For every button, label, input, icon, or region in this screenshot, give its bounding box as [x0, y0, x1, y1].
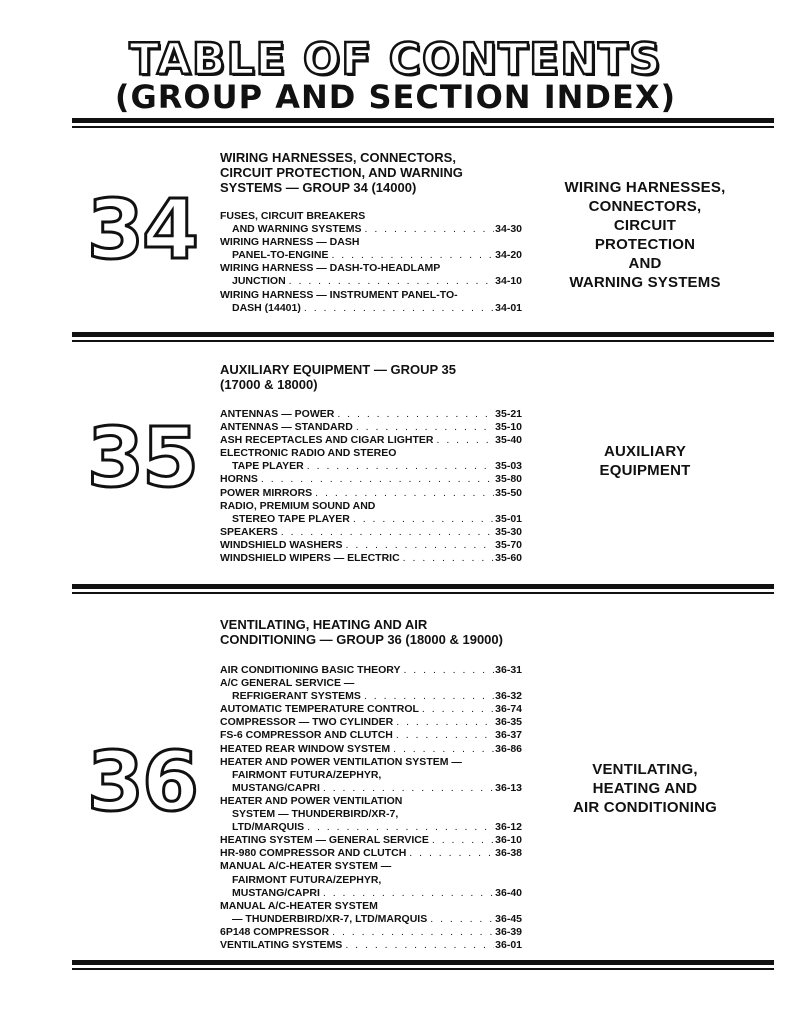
toc-entry[interactable]: [220, 926, 522, 939]
entry-title: POWER MIRRORS: [220, 486, 313, 499]
entry-page: 36-45: [495, 912, 522, 925]
entry-page: 36-74: [495, 703, 522, 716]
dot-leader: [261, 473, 494, 486]
entry-page: 36-40: [495, 886, 522, 899]
entry-title: SYSTEM — THUNDERBIRD/XR-7,: [232, 808, 399, 821]
entry-title: FAIRMONT FUTURA/ZEPHYR,: [232, 768, 382, 781]
dot-leader: [396, 729, 494, 742]
heading-line: VENTILATING, HEATING AND AIR: [220, 617, 428, 632]
dot-leader: [281, 526, 494, 539]
toc-entry[interactable]: [220, 487, 522, 500]
dot-leader: [304, 302, 494, 315]
entry-title: PANEL-TO-ENGINE: [232, 249, 329, 262]
dot-leader: [430, 913, 494, 926]
side-line: PROTECTION: [594, 236, 696, 253]
entry-title: RADIO, PREMIUM SOUND AND: [220, 499, 376, 512]
entry-page: 35-80: [495, 473, 522, 486]
toc-entry[interactable]: [220, 716, 522, 729]
dot-leader: [332, 926, 494, 939]
entry-title: MUSTANG/CAPRI: [232, 781, 320, 794]
page-subtitle: (GROUP AND SECTION INDEX): [114, 78, 677, 116]
dot-leader: [307, 821, 494, 834]
dot-leader: [346, 539, 495, 552]
entry-page: 36-13: [495, 781, 522, 794]
heading-line: WIRING HARNESSES, CONNECTORS,: [220, 150, 456, 165]
dot-leader: [331, 249, 494, 262]
entry-title: LTD/MARQUIS: [232, 821, 305, 834]
entry-title: JUNCTION: [232, 275, 286, 288]
side-line: AIR CONDITIONING: [572, 799, 718, 816]
toc-entry[interactable]: [220, 664, 522, 677]
dot-leader: [393, 743, 494, 756]
toc-entry[interactable]: [220, 860, 522, 899]
entry-title: HEATING SYSTEM — GENERAL SERVICE: [220, 834, 429, 847]
dot-leader: [403, 664, 494, 677]
group-35-heading: [220, 362, 520, 392]
entry-title: WIRING HARNESS — INSTRUMENT PANEL-TO-: [220, 288, 458, 301]
toc-entry[interactable]: [220, 847, 522, 860]
entry-page: 36-31: [495, 664, 522, 676]
toc-entry[interactable]: [220, 473, 522, 486]
entry-title: WINDSHIELD WASHERS: [220, 538, 343, 551]
toc-entry[interactable]: [220, 795, 522, 834]
dot-leader: [323, 782, 494, 795]
entry-title: MANUAL A/C-HEATER SYSTEM —: [220, 860, 392, 873]
dot-leader: [396, 716, 494, 729]
entry-title: — THUNDERBIRD/XR-7, LTD/MARQUIS: [232, 912, 428, 925]
toc-entry[interactable]: [220, 421, 522, 434]
group-36-heading: [220, 617, 520, 647]
entry-title: SPEAKERS: [220, 525, 278, 538]
entry-title: FS-6 COMPRESSOR AND CLUTCH: [220, 729, 393, 742]
toc-entry[interactable]: [220, 703, 522, 716]
entry-title: HEATER AND POWER VENTILATION SYSTEM —: [220, 755, 462, 768]
dot-leader: [409, 847, 494, 860]
toc-entry[interactable]: [220, 756, 522, 795]
entry-page: 35-10: [495, 421, 522, 434]
toc-entry[interactable]: [220, 289, 522, 315]
entry-title: WINDSHIELD WIPERS — ELECTRIC: [220, 552, 400, 565]
group-number-35: 35: [86, 411, 198, 506]
entry-title: FUSES, CIRCUIT BREAKERS: [220, 210, 366, 222]
dot-leader: [437, 434, 495, 447]
dot-leader: [345, 939, 494, 952]
entry-page: 36-37: [495, 729, 522, 742]
entry-title: 6P148 COMPRESSOR: [220, 925, 330, 938]
group-35-side-label: [545, 442, 745, 480]
group-35-entries: [220, 408, 522, 565]
entry-title: DASH (14401): [232, 301, 301, 314]
entry-title: AND WARNING SYSTEMS: [232, 223, 362, 236]
dot-leader: [432, 834, 494, 847]
side-line: CONNECTORS,: [588, 198, 702, 215]
entry-page: 35-01: [495, 512, 522, 525]
side-line: VENTILATING,: [592, 761, 698, 778]
entry-title: STEREO TAPE PLAYER: [232, 512, 350, 525]
entry-page: 34-20: [495, 249, 522, 262]
toc-entry[interactable]: [220, 500, 522, 526]
side-line: EQUIPMENT: [599, 462, 691, 479]
entry-title: AUTOMATIC TEMPERATURE CONTROL: [220, 703, 419, 716]
group-36-entries: [220, 664, 522, 952]
side-line: HEATING AND: [592, 780, 698, 797]
side-line: WARNING SYSTEMS: [569, 274, 721, 291]
dot-leader: [422, 703, 494, 716]
entry-page: 36-38: [495, 847, 522, 860]
entry-title: ELECTRONIC RADIO AND STEREO: [220, 447, 397, 460]
heading-line: (17000 & 18000): [220, 377, 318, 392]
entry-page: 36-35: [495, 716, 522, 729]
toc-entry[interactable]: [220, 526, 522, 539]
entry-title: TAPE PLAYER: [232, 460, 304, 473]
entry-title: MANUAL A/C-HEATER SYSTEM: [220, 899, 378, 912]
toc-entry[interactable]: [220, 677, 522, 703]
heading-line: AUXILIARY EQUIPMENT — GROUP 35: [220, 362, 456, 377]
group-34-heading: [220, 150, 520, 195]
entry-page: 35-50: [495, 486, 522, 499]
toc-entry[interactable]: [220, 210, 522, 236]
toc-entry[interactable]: [220, 743, 522, 756]
entry-page: 35-60: [495, 552, 522, 565]
dot-leader: [356, 421, 494, 434]
entry-title: A/C GENERAL SERVICE —: [220, 677, 355, 690]
toc-entry[interactable]: [220, 447, 522, 473]
entry-page: 36-39: [495, 925, 522, 938]
entry-page: 36-01: [495, 938, 522, 951]
group-34-side-label: [545, 178, 745, 292]
toc-entry[interactable]: [220, 236, 522, 262]
toc-entry[interactable]: [220, 408, 522, 421]
entry-title: VENTILATING SYSTEMS: [220, 938, 343, 951]
entry-page: 36-10: [495, 834, 522, 847]
entry-page: 36-32: [495, 690, 522, 703]
entry-title: WIRING HARNESS — DASH-TO-HEADLAMP: [220, 262, 441, 275]
divider-34-35: [72, 332, 774, 342]
side-line: CIRCUIT: [613, 217, 677, 234]
entry-title: WIRING HARNESS — DASH: [220, 236, 360, 249]
entry-page: 34-10: [495, 275, 522, 288]
dot-leader: [365, 223, 495, 236]
entry-page: 35-03: [495, 460, 522, 473]
group-number-34: 34: [86, 183, 198, 278]
entry-title: COMPRESSOR — TWO CYLINDER: [220, 716, 394, 729]
entry-title: ANTENNAS — STANDARD: [220, 421, 353, 434]
entry-title: MUSTANG/CAPRI: [232, 886, 320, 899]
side-line: AND: [628, 255, 662, 272]
entry-title: HEATER AND POWER VENTILATION: [220, 794, 403, 807]
dot-leader: [353, 513, 494, 526]
entry-title: HR-980 COMPRESSOR AND CLUTCH: [220, 847, 407, 860]
entry-page: 36-12: [495, 821, 522, 834]
dot-leader: [337, 408, 494, 421]
heading-line: CONDITIONING — GROUP 36 (18000 & 19000): [220, 632, 503, 647]
group-number-36: 36: [86, 735, 198, 830]
entry-title: AIR CONDITIONING BASIC THEORY: [220, 664, 401, 676]
group-34-entries: [220, 210, 522, 315]
entry-page: 34-01: [495, 301, 522, 314]
toc-entry[interactable]: [220, 729, 522, 742]
group-36-side-label: [545, 760, 745, 817]
dot-leader: [403, 552, 494, 565]
entry-title: ANTENNAS — POWER: [220, 408, 335, 420]
side-line: AUXILIARY: [603, 443, 687, 460]
dot-leader: [307, 460, 494, 473]
side-line: WIRING HARNESSES,: [564, 179, 726, 196]
toc-entry[interactable]: [220, 434, 522, 447]
entry-title: FAIRMONT FUTURA/ZEPHYR,: [232, 873, 382, 886]
entry-page: 34-30: [495, 223, 522, 236]
dot-leader: [323, 887, 494, 900]
entry-title: HORNS: [220, 473, 258, 486]
entry-title: ASH RECEPTACLES AND CIGAR LIGHTER: [220, 434, 434, 447]
toc-entry[interactable]: [220, 552, 522, 565]
toc-entry[interactable]: [220, 939, 522, 952]
heading-line: SYSTEMS — GROUP 34 (14000): [220, 180, 417, 195]
dot-leader: [364, 690, 494, 703]
toc-entry[interactable]: [220, 834, 522, 847]
toc-entry[interactable]: [220, 900, 522, 926]
entry-page: 35-21: [495, 408, 522, 420]
divider-35-36: [72, 584, 774, 594]
entry-page: 36-86: [495, 742, 522, 755]
dot-leader: [315, 487, 494, 500]
entry-page: 35-30: [495, 525, 522, 538]
toc-entry[interactable]: [220, 539, 522, 552]
divider-top: [72, 118, 774, 128]
heading-line: CIRCUIT PROTECTION, AND WARNING: [220, 165, 463, 180]
dot-leader: [289, 275, 494, 288]
entry-page: 35-40: [495, 434, 522, 447]
divider-bottom: [72, 960, 774, 970]
entry-page: 35-70: [495, 538, 522, 551]
page-title: TABLE OF CONTENTS: [129, 34, 662, 85]
entry-title: HEATED REAR WINDOW SYSTEM: [220, 742, 391, 755]
toc-entry[interactable]: [220, 262, 522, 288]
entry-title: REFRIGERANT SYSTEMS: [232, 690, 361, 703]
